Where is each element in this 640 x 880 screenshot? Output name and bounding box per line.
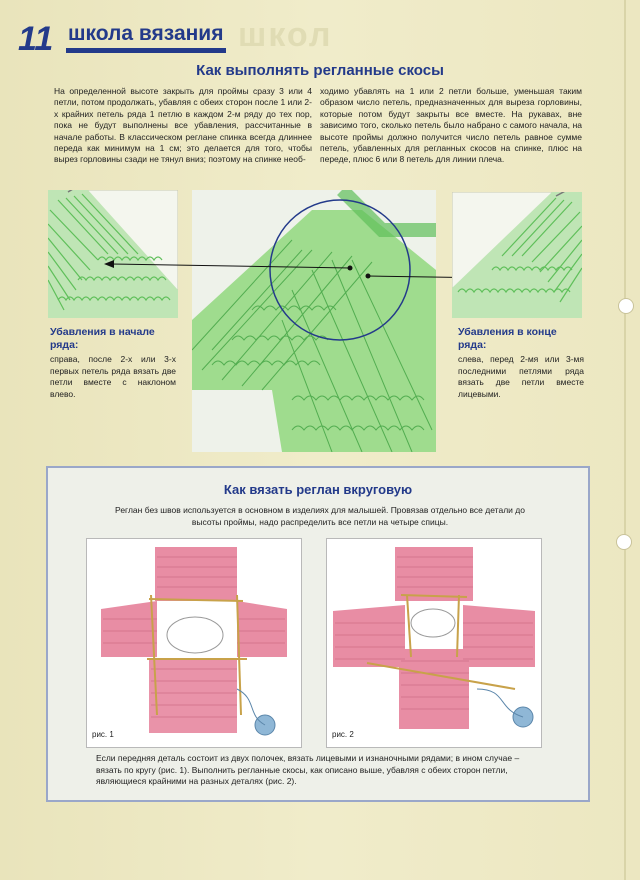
binder-hole-top	[618, 298, 634, 314]
figure-1-caption: рис. 1	[92, 730, 114, 739]
raglan-sweater-illustration	[192, 190, 436, 452]
decrease-start-illustration	[48, 190, 178, 318]
decrease-start-text: справа, после 2-х или 3-х первых петель ряда вязать две петли вместе с наклоном влево.	[50, 354, 176, 399]
figure-1	[86, 538, 302, 748]
figure-2-drawing	[327, 539, 541, 747]
raglan-decrease-heading: Как выполнять регланные скосы	[196, 62, 444, 79]
figure-1-drawing	[87, 539, 301, 747]
decrease-end-illustration	[452, 192, 582, 318]
figure-2-caption: рис. 2	[332, 730, 354, 739]
section-title: школа вязания	[68, 22, 224, 45]
pointer-arrows	[100, 258, 510, 282]
round-raglan-heading: Как вязать реглан вкруговую	[223, 482, 413, 497]
right-paragraph: ходимо убавлять на 1 или 2 петли больше, уменьшая таким образом число петель, предназначенных для выреза горловины, которые потом будут закрыты все вместе. На рукавах, вне зависимо того, сколько петель было набрано с самого начала, на высоте проймы должно получится число петель равное сумме петель, убавленных для регланных скосов на спинке, плюс на переде, плюс 6 или 8 петель для линии плеча.	[320, 86, 582, 165]
binder-hole-bottom	[616, 534, 632, 550]
text-column-left	[54, 86, 312, 166]
page-number: 11	[18, 20, 54, 58]
decrease-end-text: слева, перед 2-мя или 3-мя последними петлями ряда вязать две петли вместе лицевыми.	[458, 354, 584, 399]
round-raglan-instructions: Если передняя деталь состоит из двух полочек, вязать лицевыми и изнаночными рядами; в ином случае – вязать по кругу (рис. 1). Выполнить регланные скосы, как описано выше, убавляя с обеих сторон петли, являющиеся крайними на разных деталях (рис. 2).	[96, 753, 520, 786]
header-underline	[66, 48, 226, 53]
decrease-start-title: Убавления в начале ряда:	[50, 326, 155, 351]
page-spine	[624, 0, 626, 880]
decrease-end-title: Убавления в конце ряда:	[458, 326, 557, 351]
round-raglan-intro: Реглан без швов используется в основном в изделиях для малышей. Провязав отдельно все детали до высоты проймы, надо распределить все петли на четыре спицы.	[115, 505, 525, 527]
text-column-right	[320, 86, 582, 166]
left-paragraph: На определенной высоте закрыть для проймы сразу 3 или 4 петли, потом продолжать, убавляя с обеих сторон после 1 или 2-х крайних петель ряда 1 петлю в каждом 2-м ряду до тех пор, пока не будут выполнены все убавления, рассчитанные в начале работы. В классическом реглане спинка всегда длиннее переда как минимум на 1 см; это делается для того, чтобы вырез горловины сзади не тянул вниз; поэтому на спинке необ-	[54, 86, 312, 165]
figure-2	[326, 538, 542, 748]
header-ghost-text: школ	[238, 16, 333, 54]
